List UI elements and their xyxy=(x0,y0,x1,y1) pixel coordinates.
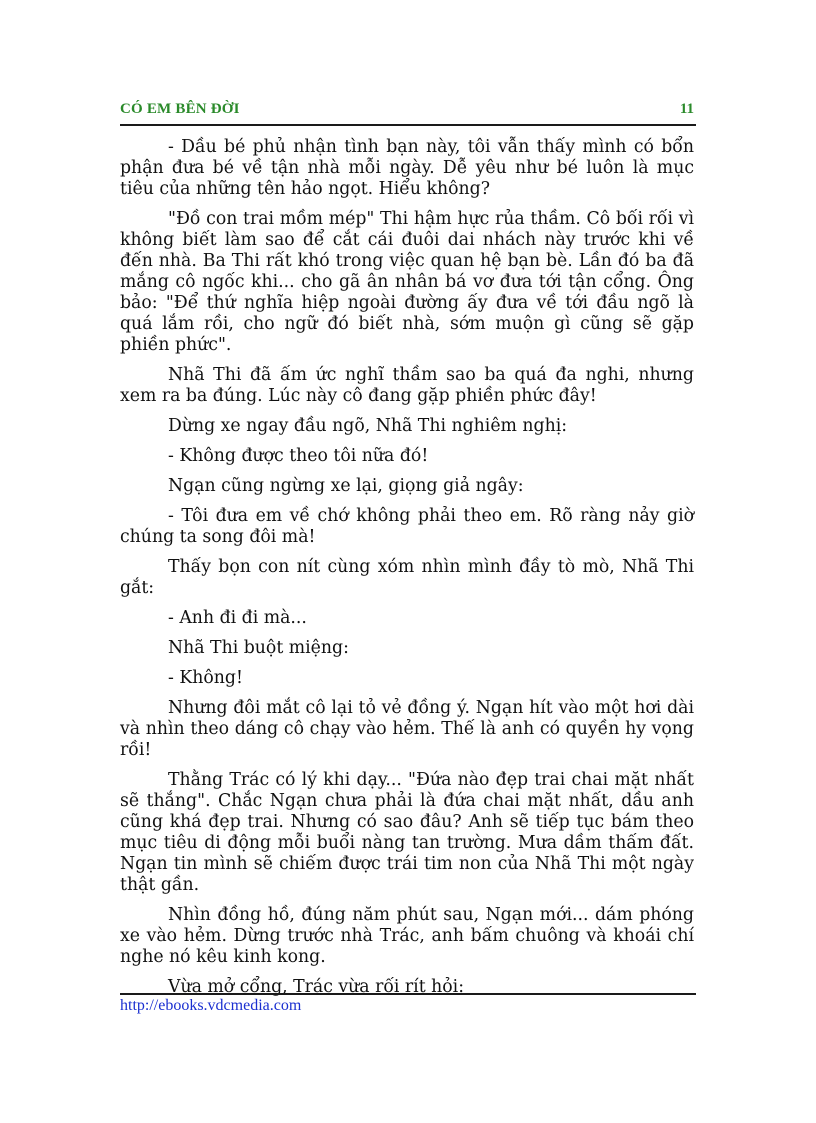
paragraph: Thấy bọn con nít cùng xóm nhìn mình đầy tò mò, Nhã Thi gắt: xyxy=(120,557,694,598)
page-body xyxy=(120,137,694,1007)
book-title: CÓ EM BÊN ĐỜI xyxy=(120,101,240,117)
paragraph: Vừa mở cổng, Trác vừa rối rít hỏi: xyxy=(168,977,465,997)
paragraph: - Không được theo tôi nữa đó! xyxy=(168,446,429,466)
paragraph: - Anh đi đi mà... xyxy=(168,608,307,628)
footer-url-link[interactable]: http://ebooks.vdcmedia.com xyxy=(120,997,302,1014)
paragraph: Ngạn cũng ngừng xe lại, giọng giả ngây: xyxy=(168,476,524,496)
paragraph: Nhìn đồng hồ, đúng năm phút sau, Ngạn mới... dám phóng xe vào hẻm. Dừng trước nhà Trác, anh bấm chuông và khoái chí nghe nó kêu kinh kong. xyxy=(120,905,694,967)
paragraph: - Không! xyxy=(168,668,243,688)
paragraph: Nhã Thi đã ấm ức nghĩ thầm sao ba quá đa nghi, nhưng xem ra ba đúng. Lúc này cô đang gặp phiền phức đây! xyxy=(120,365,694,406)
paragraph: Nhưng đôi mắt cô lại tỏ vẻ đồng ý. Ngạn hít vào một hơi dài và nhìn theo dáng cô chạy vào hẻm. Thế là anh có quyền hy vọng rồi! xyxy=(120,698,694,760)
paragraph: Thằng Trác có lý khi dạy... "Đứa nào đẹp trai chai mặt nhất sẽ thắng". Chắc Ngạn chưa phải là đứa chai mặt nhất, dầu anh cũng khá đẹp trai. Nhưng có sao đâu? Anh sẽ tiếp tục bám theo mục tiêu di động mỗi buổi nàng tan trường. Mưa dầm thấm đất. Ngạn tin mình sẽ chiếm được trái tim non của Nhã Thi một ngày thật gần. xyxy=(120,770,694,895)
page-header xyxy=(120,100,696,126)
paragraph: "Đồ con trai mồm mép" Thi hậm hực rủa thầm. Cô bối rối vì không biết làm sao để cắt cái đuôi dai nhách này trước khi về đến nhà. Ba Thi rất khó trong việc quan hệ bạn bè. Lần đó ba đã mắng cô ngốc khi... cho gã ân nhân bá vơ đưa tới tận cổng. Ông bảo: "Để thứ nghĩa hiệp ngoài đường ấy đưa về tới đầu ngõ là quá lắm rồi, cho ngữ đó biết nhà, sớm muộn gì cũng sẽ gặp phiền phức". xyxy=(120,209,694,355)
paragraph: Nhã Thi buột miệng: xyxy=(168,638,349,658)
paragraph: Dừng xe ngay đầu ngõ, Nhã Thi nghiêm nghị: xyxy=(168,416,568,436)
page-number: 11 xyxy=(679,101,694,117)
footer-divider xyxy=(120,993,696,995)
paragraph: - Tôi đưa em về chớ không phải theo em. Rõ ràng nảy giờ chúng ta song đôi mà! xyxy=(120,506,694,547)
paragraph: - Dầu bé phủ nhận tình bạn này, tôi vẫn thấy mình có bổn phận đưa bé về tận nhà mỗi ngày. Dễ yêu như bé luôn là mục tiêu của những tên hảo ngọt. Hiểu không? xyxy=(120,137,694,199)
